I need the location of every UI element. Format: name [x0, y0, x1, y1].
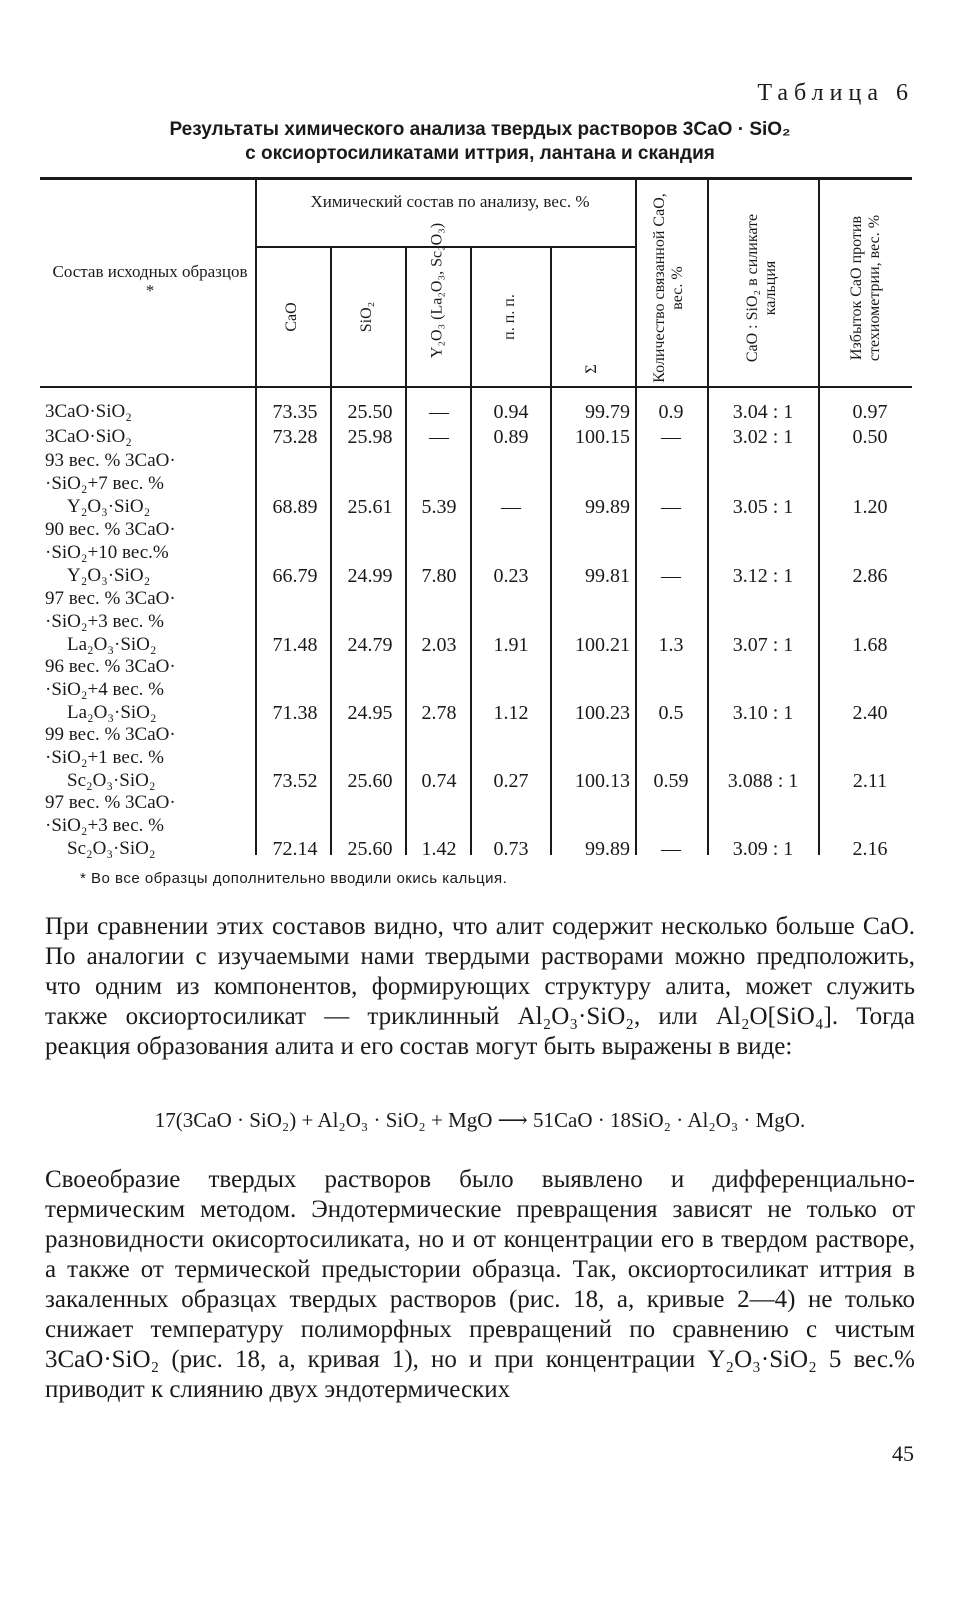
cell-y2o3: 0.74	[421, 770, 457, 792]
cell-cao: 73.35	[272, 401, 318, 423]
header-chem-group: Химический состав по анализу, вес. %	[310, 192, 590, 211]
paragraph: Своеобразие твердых растворов было выявлено и дифференциально-термическим методом. Эндотермические превращения зависят не только от разновидности окисортосиликата, но и от концентрации его в твердом растворе, а также от термической предыстории образца. Так, оксиортосиликат иттрия в закаленных образцах твердых растворов (рис. 18, а, кривые 2—4) не только снижает температуру полиморфных превращений по сравнению с чистым 3CaO·SiO₂ (рис. 18, а, кривая 1), но и при концентрации Y₂O₃·SiO₂ 5 вес.% приводит к слиянию двух эндотермических	[45, 1166, 915, 1403]
header-sio2: SiO₂	[358, 301, 375, 333]
table-caption-line1: Результаты химического анализа твердых растворов 3CaO · SiO₂	[169, 119, 791, 140]
sample-composition	[45, 791, 260, 860]
sample-line: ·SiO₂+1 вес. %	[45, 747, 165, 768]
table-top-rule	[40, 177, 912, 180]
sample-line: 3CaO·SiO₂	[45, 426, 132, 447]
table-footnote: * Во все образцы дополнительно вводили окись кальция.	[80, 870, 508, 887]
cell-loi: 1.91	[493, 634, 529, 656]
sample-line: Sc₂O₃·SiO₂	[67, 838, 156, 859]
col-divider	[405, 248, 407, 855]
sample-line: ·SiO₂+3 вес. %	[45, 815, 165, 836]
cell-loi: 0.73	[493, 838, 529, 860]
col-divider	[470, 248, 472, 855]
cell-cao: 71.38	[272, 702, 318, 724]
cell-cao: 73.28	[272, 426, 318, 448]
cell-excess: 2.40	[852, 702, 888, 724]
header-cao: CaO	[283, 302, 300, 332]
cell-loi: 0.94	[493, 401, 529, 423]
table-caption-line2: с оксиортосиликатами иттрия, лантана и скандия	[245, 143, 715, 164]
page-number: 45	[892, 1441, 914, 1466]
cell-sum: 100.21	[575, 634, 630, 656]
sample-line: Y₂O₃·SiO₂	[67, 565, 151, 586]
header-loi: п. п. п.	[501, 294, 518, 340]
sample-composition	[45, 723, 260, 792]
cell-loi: 0.89	[493, 426, 529, 448]
sample-line: ·SiO₂+4 вес. %	[45, 679, 165, 700]
sample-line: 3CaO·SiO₂	[45, 401, 132, 422]
sample-line: 99 вес. % 3CaO·	[45, 724, 176, 745]
cell-cao: 68.89	[272, 496, 318, 518]
sample-line: La₂O₃·SiO₂	[67, 634, 157, 655]
cell-cao: 66.79	[272, 565, 318, 587]
cell-cao: 71.48	[272, 634, 318, 656]
cell-sio2: 25.50	[347, 401, 393, 423]
cell-sum: 99.89	[585, 838, 630, 860]
cell-bound-cao: —	[661, 565, 681, 587]
cell-y2o3: 7.80	[421, 565, 457, 587]
cell-sio2: 25.60	[347, 838, 393, 860]
table-header-rule	[40, 386, 912, 388]
sample-composition	[45, 425, 260, 448]
header-bound-cao: Количество связанной CaO, вес. %	[651, 193, 686, 383]
cell-excess: 2.86	[852, 565, 888, 587]
cell-excess: 1.20	[852, 496, 888, 518]
sample-composition	[45, 587, 260, 656]
reaction-equation: 17(3CaO · SiO₂) + Al₂O₃ · SiO₂ + MgO ⟶ 51CaO · 18SiO₂ · Al₂O₃ · MgO.	[154, 1108, 806, 1132]
sample-line: 96 вес. % 3CaO·	[45, 656, 176, 677]
cell-sio2: 24.79	[347, 634, 393, 656]
cell-ratio: 3.07 : 1	[732, 634, 794, 656]
table-number: Таблица 6	[757, 80, 914, 106]
cell-sum: 100.23	[575, 702, 630, 724]
cell-bound-cao: —	[661, 426, 681, 448]
sample-line: 93 вес. % 3CaO·	[45, 450, 176, 471]
cell-sum: 100.13	[575, 770, 630, 792]
sample-line: Y₂O₃·SiO₂	[67, 496, 151, 517]
cell-sio2: 25.61	[347, 496, 393, 518]
cell-ratio: 3.12 : 1	[732, 565, 794, 587]
cell-y2o3: 5.39	[421, 496, 457, 518]
sample-composition	[45, 400, 260, 423]
cell-y2o3: 2.03	[421, 634, 457, 656]
cell-y2o3: 1.42	[421, 838, 457, 860]
sample-line: 97 вес. % 3CaO·	[45, 792, 176, 813]
cell-sum: 99.89	[585, 496, 630, 518]
cell-ratio: 3.09 : 1	[732, 838, 794, 860]
cell-ratio: 3.02 : 1	[732, 426, 794, 448]
sample-line: ·SiO₂+3 вес. %	[45, 611, 165, 632]
cell-ratio: 3.04 : 1	[732, 401, 794, 423]
cell-sio2: 24.99	[347, 565, 393, 587]
sample-composition	[45, 518, 260, 587]
col-divider	[330, 248, 332, 855]
cell-sio2: 25.60	[347, 770, 393, 792]
cell-excess: 2.11	[852, 770, 888, 792]
header-y2o3: Y₂O₃ (La₂O₃, Sc₂O₃)	[428, 222, 446, 359]
cell-sio2: 25.98	[347, 426, 393, 448]
sample-line: 97 вес. % 3CaO·	[45, 588, 176, 609]
header-ratio: CaO : SiO₂ в силикате кальция	[744, 213, 779, 363]
sample-line: La₂O₃·SiO₂	[67, 702, 157, 723]
cell-cao: 73.52	[272, 770, 318, 792]
cell-bound-cao: 1.3	[658, 634, 684, 656]
cell-loi: 0.27	[493, 770, 529, 792]
cell-cao: 72.14	[272, 838, 318, 860]
sample-line: Sc₂O₃·SiO₂	[67, 770, 156, 791]
header-sample: Состав исходных образцов *	[52, 262, 248, 300]
cell-sio2: 24.95	[347, 702, 393, 724]
cell-y2o3: 2.78	[421, 702, 457, 724]
cell-sum: 99.81	[585, 565, 630, 587]
cell-loi: 0.23	[493, 565, 529, 587]
header-sum: Σ	[583, 364, 600, 374]
cell-excess: 0.97	[852, 401, 888, 423]
header-excess: Избыток CaO против стехиометрии, вес. %	[848, 214, 883, 362]
cell-bound-cao: —	[661, 838, 681, 860]
sample-line: ·SiO₂+10 вес.%	[45, 542, 169, 563]
cell-excess: 2.16	[852, 838, 888, 860]
sample-line: ·SiO₂+7 вес. %	[45, 473, 165, 494]
sample-line: 90 вес. % 3CaO·	[45, 519, 176, 540]
cell-bound-cao: —	[661, 496, 681, 518]
cell-bound-cao: 0.59	[653, 770, 689, 792]
cell-loi: —	[501, 496, 521, 518]
cell-excess: 1.68	[852, 634, 888, 656]
sample-composition	[45, 449, 260, 518]
sample-composition	[45, 655, 260, 724]
cell-y2o3: —	[429, 401, 449, 423]
cell-bound-cao: 0.5	[658, 702, 684, 724]
cell-ratio: 3.05 : 1	[732, 496, 794, 518]
col-divider	[550, 248, 552, 855]
cell-bound-cao: 0.9	[658, 401, 684, 423]
cell-ratio: 3.10 : 1	[732, 702, 794, 724]
paragraph: При сравнении этих составов видно, что алит содержит несколько больше CaO. По аналогии с изучаемыми нами твердыми растворами можно предположить, что одним из компонентов, формирующих структуру алита, может служить также оксиортосиликат — триклинный Al₂O₃·SiO₂, или Al₂O[SiO₄]. Тогда реакция образования алита и его состав могут быть выражены в виде:	[45, 913, 915, 1060]
cell-ratio: 3.088 : 1	[727, 770, 799, 792]
cell-excess: 0.50	[852, 426, 888, 448]
cell-loi: 1.12	[493, 702, 529, 724]
cell-sum: 100.15	[575, 426, 630, 448]
cell-y2o3: —	[429, 426, 449, 448]
cell-sum: 99.79	[585, 401, 630, 423]
